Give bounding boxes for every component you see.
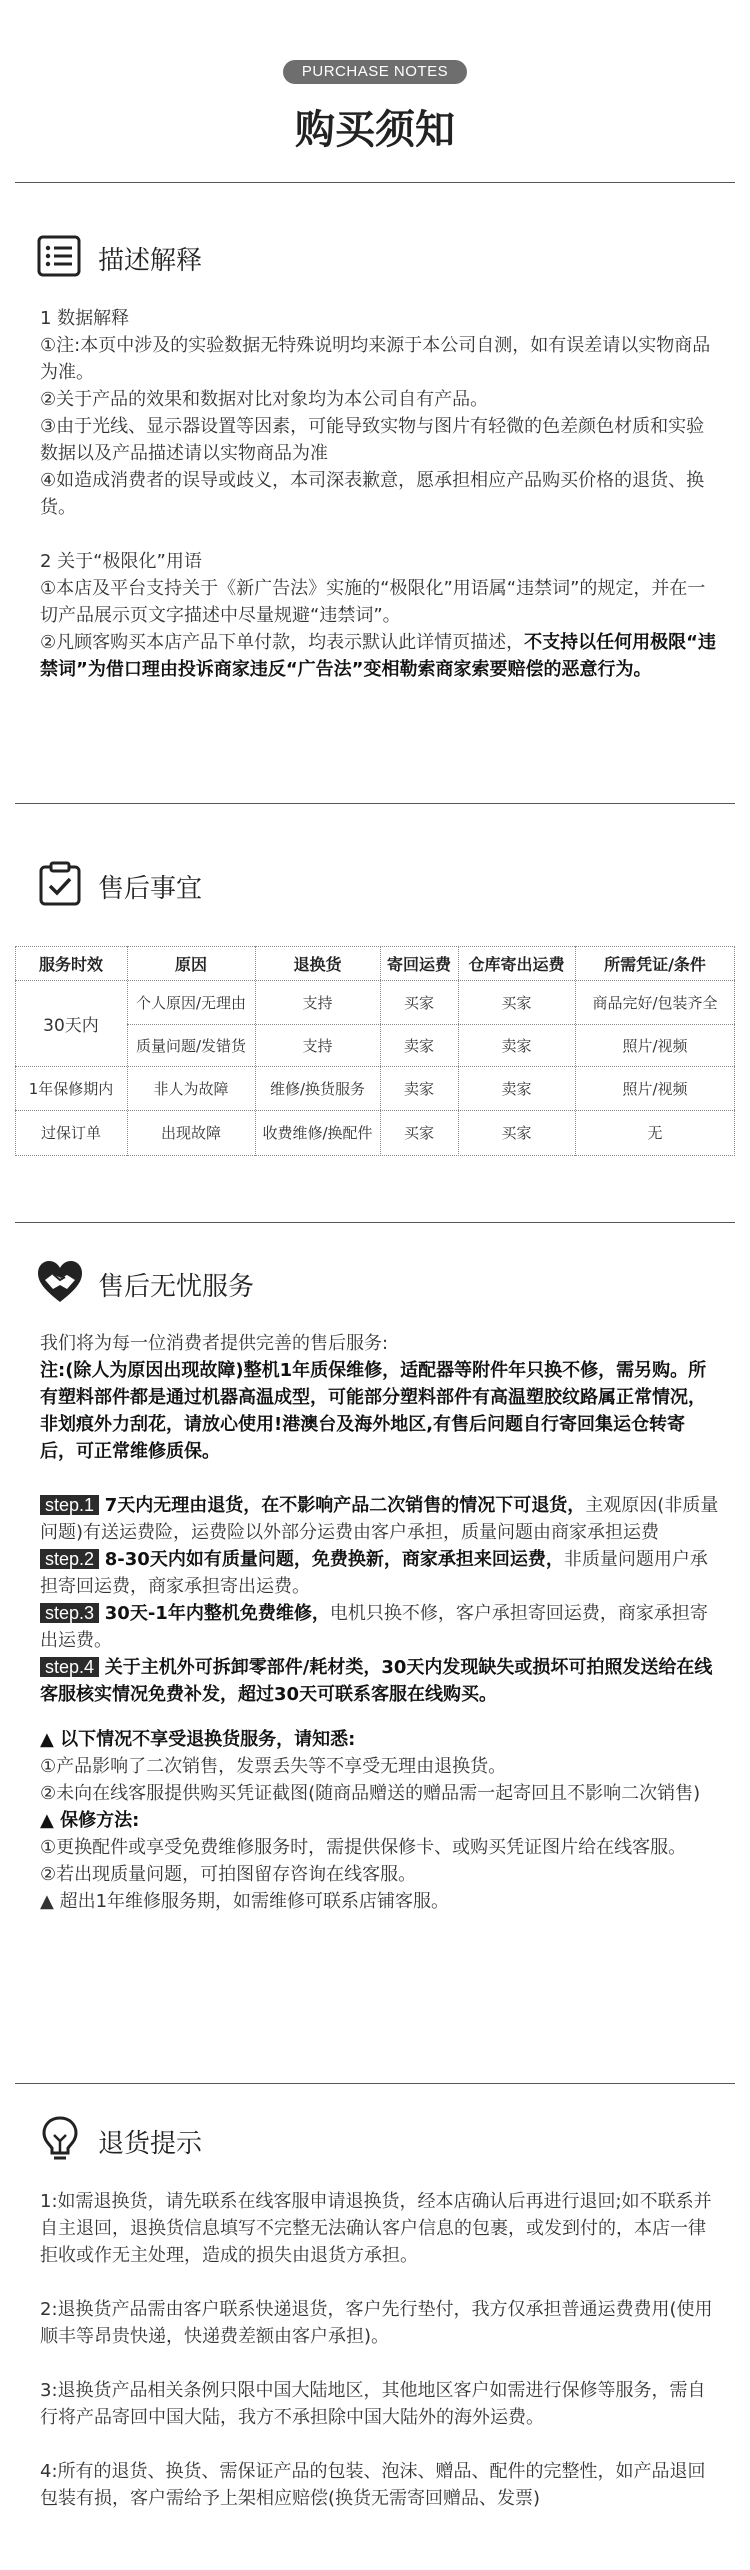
table-cell: 个人原因/无理由 — [135, 993, 247, 1012]
description-line-emphasis: ②凡顾客购买本店产品下单付款，均表示默认此详情页描述，不支持以任何用极限“违禁词”为借口理由投诉商家违反“广告法”变相勒索商家索要赔偿的恶意行为。 — [40, 632, 716, 680]
table-cell: 无 — [647, 1124, 663, 1142]
heart-handshake-icon — [36, 1258, 84, 1306]
description-line: 2 关于“极限化”用语 — [40, 551, 202, 572]
tip-paragraph: 2:退换货产品需由客户联系快递退货，客户先行垫付，我方仅承担普通运费费用(使用顺丰等昂贵快递，快递费差额由客户承担)。 — [40, 2299, 713, 2347]
table-cell: 买家 — [501, 993, 532, 1012]
section-title-after-sales: 售后事宜 — [98, 874, 203, 904]
table-cell: 出现故障 — [160, 1124, 221, 1142]
table-cell: 支持 — [302, 1036, 333, 1055]
step-label: step.1 — [40, 1495, 99, 1515]
table-header: 服务时效 — [38, 954, 103, 974]
step-item: step.2 8-30天内如有质量问题，免费换新，商家承担来回运费，非质量问题用户承担寄回运费，商家承担寄出运费。 — [40, 1549, 708, 1597]
notice-item: ②未向在线客服提供购买凭证截图(随商品赠送的赠品需一起寄回且不影响二次销售) — [40, 1783, 701, 1804]
after-sales-table — [15, 946, 735, 1156]
table-cell: 卖家 — [501, 1036, 532, 1055]
list-icon — [36, 233, 84, 281]
table-cell: 买家 — [501, 1124, 532, 1142]
table-cell: 过保订单 — [40, 1124, 101, 1142]
intro-line: 我们将为每一位消费者提供完善的售后服务: — [40, 1333, 389, 1354]
purchase-notes-badge: PURCHASE NOTES — [283, 60, 467, 84]
warranty-item: ①更换配件或享受免费维修服务时，需提供保修卡、或购买凭证图片给在线客服。 — [40, 1837, 687, 1858]
description-line: ③由于光线、显示器设置等因素，可能导致实物与图片有轻微的色差颜色材质和实验数据以及产品描述请以实物商品为准 — [40, 416, 705, 464]
table-header: 所需凭证/条件 — [604, 954, 706, 974]
table-cell: 买家 — [403, 993, 434, 1012]
description-line: ①注:本页中涉及的实验数据无特殊说明均来源于本公司自测，如有误差请以实物商品为准。 — [40, 335, 711, 383]
description-line: ④如造成消费者的误导或歧义，本司深表歉意，愿承担相应产品购买价格的退货、换货。 — [40, 470, 705, 518]
table-cell: 30天内 — [43, 1015, 99, 1036]
warranty-title: ▲ 保修方法: — [40, 1810, 140, 1831]
divider — [15, 182, 735, 183]
worry-free-text — [40, 1330, 720, 1915]
notice-title: ▲ 以下情况不享受退换货服务，请知悉: — [40, 1729, 356, 1750]
warranty-item: ②若出现质量问题，可拍图留存咨询在线客服。 — [40, 1864, 417, 1885]
table-header: 原因 — [174, 954, 207, 974]
description-line: ②关于产品的效果和数据对比对象均为本公司自有产品。 — [40, 389, 489, 410]
table-cell: 照片/视频 — [622, 1079, 688, 1098]
notice-item: ①产品影响了二次销售，发票丢失等不享受无理由退换货。 — [40, 1756, 507, 1777]
warranty-item: ▲ 超出1年维修服务期，如需维修可联系店铺客服。 — [40, 1891, 450, 1912]
tip-paragraph: 1:如需退换货，请先联系在线客服申请退换货，经本店确认后再进行退回;如不联系并自主退回，退换货信息填写不完整无法确认客户信息的包裹，或发到付的，本店一律拒收或作无主处理，造成的损失由退货方承担。 — [40, 2191, 712, 2266]
description-line: 1 数据解释 — [40, 308, 130, 329]
step-label: step.4 — [40, 1657, 99, 1677]
step-label: step.2 — [40, 1549, 99, 1569]
table-header: 寄回运费 — [386, 954, 451, 974]
section-title-worry-free: 售后无忧服务 — [98, 1272, 255, 1302]
table-cell: 质量问题/发错货 — [135, 1036, 247, 1055]
page-title: 购买须知 — [295, 107, 455, 153]
clipboard-check-icon — [36, 860, 84, 908]
table-cell: 非人为故障 — [153, 1079, 229, 1098]
step-label: step.3 — [40, 1603, 99, 1623]
step-item: step.1 7天内无理由退货，在不影响产品二次销售的情况下可退货，主观原因(非质量问题)有送运费险，运费险以外部分运费由客户承担，质量问题由商家承担运费 — [40, 1495, 719, 1543]
step-item: step.4 关于主机外可拆卸零部件/耗材类，30天内发现缺失或损坏可拍照发送给在线客服核实情况免费补发，超过30天可联系客服在线购买。 — [40, 1657, 713, 1705]
divider — [15, 1222, 735, 1223]
tip-paragraph: 4:所有的退货、换货、需保证产品的包装、泡沫、赠品、配件的完整性，如产品退回包装有损，客户需给予上架相应赔偿(换货无需寄回赠品、发票) — [40, 2461, 706, 2509]
table-cell: 卖家 — [403, 1036, 434, 1055]
table-header: 仓库寄出运费 — [468, 954, 565, 974]
table-cell: 支持 — [302, 993, 333, 1012]
return-tips-text — [40, 2188, 720, 2512]
tip-paragraph: 3:退换货产品相关条例只限中国大陆地区，其他地区客户如需进行保修等服务，需自行将产品寄回中国大陆，我方不承担除中国大陆外的海外运费。 — [40, 2380, 706, 2428]
table-cell: 商品完好/包装齐全 — [592, 993, 718, 1012]
description-text — [40, 305, 720, 683]
table-cell: 卖家 — [501, 1079, 532, 1098]
section-title-return-tips: 退货提示 — [98, 2129, 203, 2159]
section-title-description: 描述解释 — [98, 246, 203, 276]
table-cell: 1年保修期内 — [28, 1079, 114, 1098]
table-cell: 卖家 — [403, 1079, 434, 1098]
divider — [15, 2083, 735, 2084]
table-header: 退换货 — [293, 954, 342, 974]
table-cell: 维修/换货服务 — [269, 1079, 366, 1098]
divider — [15, 803, 735, 804]
table-cell: 照片/视频 — [622, 1036, 688, 1055]
description-line: ①本店及平台支持关于《新广告法》实施的“极限化”用语属“违禁词”的规定，并在一切产品展示页文字描述中尽量规避“违禁词”。 — [40, 578, 706, 626]
lightbulb-icon — [36, 2115, 84, 2163]
step-item: step.3 30天-1年内整机免费维修，电机只换不修，客户承担寄回运费，商家承担寄出运费。 — [40, 1603, 708, 1651]
bold-intro: 注:(除人为原因出现故障)整机1年质保维修，适配器等附件年只换不修，需另购。所有塑料部件都是通过机器高温成型，可能部分塑料部件有高温塑胶纹路属正常情况，非划痕外力刮花，请放心使用!港澳台及海外地区,有售后问题自行寄回集运仓转寄后，可正常维修质保。 — [40, 1360, 707, 1462]
table-cell: 买家 — [403, 1124, 434, 1142]
table-cell: 收费维修/换配件 — [262, 1124, 373, 1142]
